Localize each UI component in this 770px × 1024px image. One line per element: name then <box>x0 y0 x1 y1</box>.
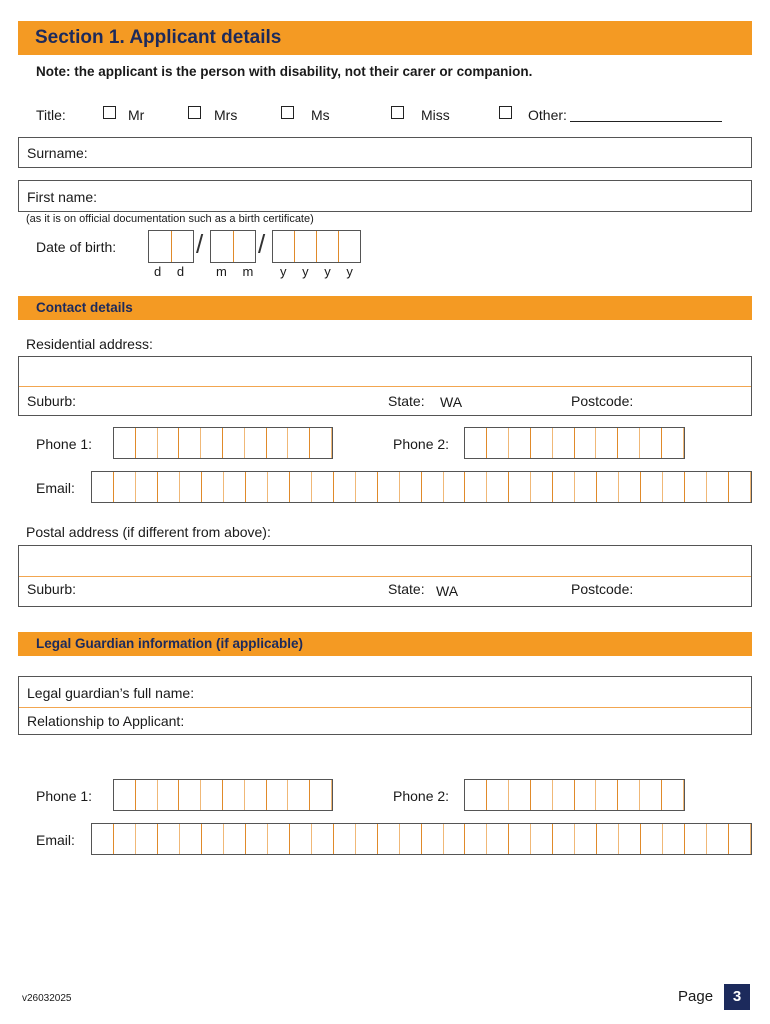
dob-year-field[interactable] <box>272 230 361 263</box>
email-field[interactable] <box>91 471 752 503</box>
postal-postcode-label: Postcode: <box>571 581 634 597</box>
title-mr-checkbox[interactable] <box>103 106 116 119</box>
residential-postcode-label: Postcode: <box>571 393 634 409</box>
guardian-phone1-label: Phone 1: <box>36 788 93 804</box>
applicant-note: Note: the applicant is the person with disability, not their carer or companion. <box>36 64 533 79</box>
first-name-label: First name: <box>27 189 98 205</box>
residential-state-label: State: <box>388 393 425 409</box>
guardian-details-field[interactable] <box>18 676 752 735</box>
guardian-header <box>18 632 752 656</box>
dob-day-hint: d d <box>154 264 191 279</box>
page-label: Page <box>678 988 714 1005</box>
documentation-note: (as it is on official documentation such as a birth certificate) <box>26 213 314 225</box>
dob-year-hint: y y y y <box>280 264 359 279</box>
guardian-relationship-label: Relationship to Applicant: <box>27 713 185 729</box>
title-miss-checkbox[interactable] <box>391 106 404 119</box>
title-mrs-label: Mrs <box>214 107 238 123</box>
dob-month-hint: m m <box>216 264 260 279</box>
residential-address-field[interactable] <box>18 356 752 416</box>
first-name-field[interactable] <box>18 180 752 212</box>
page-number: 3 <box>724 984 750 1010</box>
guardian-phone1-field[interactable] <box>113 779 333 811</box>
section-header <box>18 21 752 55</box>
guardian-phone2-field[interactable] <box>464 779 685 811</box>
phone1-field[interactable] <box>113 427 333 459</box>
title-other-label: Other: <box>528 107 567 123</box>
title-mr-label: Mr <box>128 107 145 123</box>
title-other-checkbox[interactable] <box>499 106 512 119</box>
contact-details-title: Contact details <box>36 300 133 315</box>
dob-separator: / <box>196 229 204 259</box>
field-divider <box>19 386 751 387</box>
guardian-email-label: Email: <box>36 832 75 848</box>
phone2-label: Phone 2: <box>393 436 450 452</box>
contact-details-header <box>18 296 752 320</box>
email-label: Email: <box>36 480 75 496</box>
phone1-label: Phone 1: <box>36 436 93 452</box>
postal-address-field[interactable] <box>18 545 752 607</box>
title-label: Title: <box>36 107 66 123</box>
title-ms-label: Ms <box>311 107 330 123</box>
guardian-email-field[interactable] <box>91 823 752 855</box>
guardian-phone2-label: Phone 2: <box>393 788 450 804</box>
title-other-field[interactable] <box>570 121 722 122</box>
dob-label: Date of birth: <box>36 239 117 255</box>
surname-field[interactable] <box>18 137 752 168</box>
residential-address-label: Residential address: <box>26 336 153 352</box>
dob-day-field[interactable] <box>148 230 194 263</box>
dob-separator: / <box>258 229 266 259</box>
title-mrs-checkbox[interactable] <box>188 106 201 119</box>
section-title: Section 1. Applicant details <box>35 27 282 48</box>
postal-suburb-label: Suburb: <box>27 581 77 597</box>
field-divider <box>19 707 751 708</box>
guardian-title: Legal Guardian information (if applicable) <box>36 636 304 651</box>
residential-state-value: WA <box>440 394 463 410</box>
guardian-name-label: Legal guardian’s full name: <box>27 685 195 701</box>
postal-address-label: Postal address (if different from above): <box>26 524 271 540</box>
field-divider <box>19 576 751 577</box>
dob-month-field[interactable] <box>210 230 256 263</box>
title-ms-checkbox[interactable] <box>281 106 294 119</box>
surname-label: Surname: <box>27 145 88 161</box>
residential-suburb-label: Suburb: <box>27 393 77 409</box>
version-code: v26032025 <box>22 993 72 1004</box>
title-miss-label: Miss <box>421 107 450 123</box>
postal-state-value: WA <box>436 583 459 599</box>
phone2-field[interactable] <box>464 427 685 459</box>
postal-state-label: State: <box>388 581 425 597</box>
